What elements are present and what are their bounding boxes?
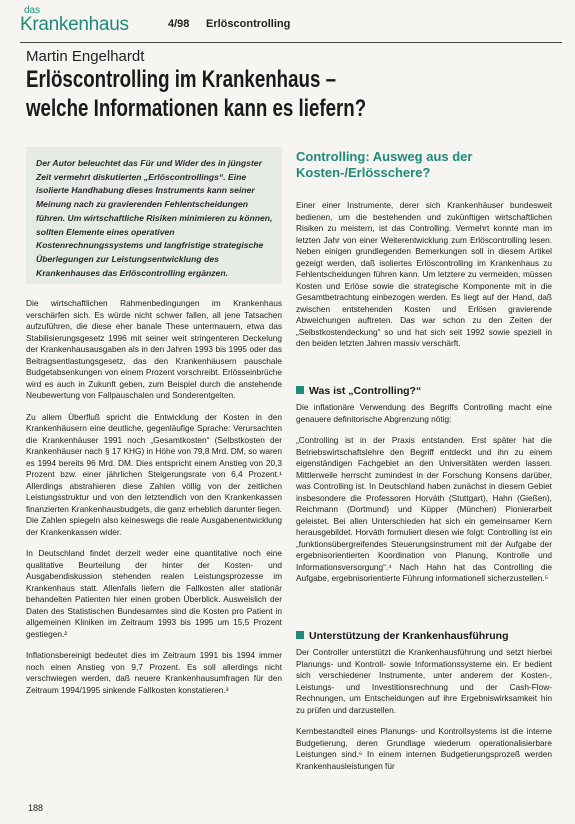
square-bullet-icon — [296, 631, 304, 639]
issue-number: 4/98 — [168, 18, 190, 30]
section-name: Erlöscontrolling — [206, 18, 291, 30]
paragraph: Einer einer Instrumente, derer sich Krankenhäuser bundesweit bedienen, um die bestehenden und zukünftigen wirtschaftlichen Risiken zu meistern, ist das Controlling. Vermehrt konnte man im letzten Jahr von einer Weiterentwicklung zum Erlöscontrolling lesen. Neben einigen grundlegenden Bemerkungen soll in diesem Artikel gezeigt werden, daß isoliertes Erlöscontrolling im Krankenhaus zu Fehlentscheidungen führen kann. Um letztere zu vermeiden, müssen Kosten und Erlöse sowie die strategische Komponente mit in die Gesamtbetrachtung einbezogen werden. Es liegt auf der Hand, daß zwischen entstehenden Kosten und Erlösen gravierende Abweichungen auftreten. Das war schon zu den Zeiten der „Selbstkostendeckung“ so und hat sich seit 1992 sowie speziell in den beiden letzten Jahren massiv verschärft. — [296, 200, 552, 348]
page-header — [20, 5, 560, 41]
paragraph: In Deutschland findet derzeit weder eine quantitative noch eine qualitative Beurteilung der hinter der Kosten- und Ausgabendiskussion stehenden realen Leistungsprozesse im Krankenhaus statt. Allenfalls liefern die Fallkosten aller stationär behandelten Patienten hier einen groben Überblick. Ausweislich der Daten des Statistischen Bundesamtes sind die Kosten pro Patient in allgemeinen Kliniken im Zeitraum 1993 bis 1995 um 15,5 Prozent gestiegen.² — [26, 548, 282, 639]
article-title — [26, 65, 564, 123]
square-bullet-icon — [296, 386, 304, 394]
page-number: 188 — [28, 803, 44, 813]
section-unterstuetzung — [296, 647, 552, 782]
title-line-2: welche Informationen kann es liefern? — [26, 95, 367, 122]
header-rule — [20, 42, 562, 43]
subheading-unterstuetzung — [296, 630, 509, 642]
right-column-intro — [296, 200, 552, 360]
subheading-text: Was ist „Controlling?“ — [309, 385, 422, 397]
subheading-controlling — [296, 385, 421, 397]
logo-das: das — [24, 5, 41, 16]
section-controlling — [296, 402, 552, 595]
paragraph: „Controlling ist in der Praxis entstanden. Erst später hat die Betriebswirtschaftslehre den Begriff entdeckt und ihn zu einem eigenständigen Fachgebiet an den Universitäten werden lassen. Mittlerweile herrscht zumindest in der Forschung Konsens darüber, was Controlling ist. In Deutschland haben zunächst in diesem Gebiet insbesondere die Professoren Horváth (Stuttgart), Hahn (Gießen), Reichmann (Dortmund) und Küpper (München) Pionierarbeit geleistet. Bei allen Unterschieden hat sich ein gemeinsamer Kern herausgebildet. Horváth formuliert diesen wie folgt: Controlling ist ein „funktionsübergreifendes Steuerungsinstrument mit der Aufgabe der ergebnisorientierten Koordination von Planung, Kontrolle und Informationsversorgung“.⁴ Nach Hahn hat das Controlling die Aufgabe, ergebnisorientierte Führung informationell sicherzustellen.⁵ — [296, 435, 552, 583]
side-heading: Controlling: Ausweg aus der Kosten-/Erlösschere? — [296, 149, 473, 180]
paragraph: Zu allem Überfluß spricht die Entwicklung der Kosten in den Krankenhäusern eine deutliche, gegenläufige Sprache: Verursachten die Krankenhäuser 1991 noch „Gesamtkosten“ (Selbstkosten der Krankenhäuser nach § 17 KHG) in Höhe von 79,8 Mrd. DM, so waren es 1994 bereits 96 Mrd. DM. Dies entspricht einem Anstieg von 20,3 Prozent bzw. einer jährlichen Steigerungsrate von 6,4 Prozent.¹ Allerdings abstrahieren diese Zahlen völlig von der zeitlichen Leistungsstruktur und von den letztendlich von den Krankenkassen finanzierten Krankenhausbudgets, die ganz erheblich darunter liegen. Die Zahlen spiegeln also keineswegs die reale Ausgabenentwicklung der Krankenkassen wider. — [26, 411, 282, 537]
paragraph: Der Controller unterstützt die Krankenhausführung und setzt hierbei Planungs- und Kontroll- sowie Informationssysteme ein. Er bedient sich verschiedener Instrumente, unter anderem der Kosten-, Leistungs- und Investitionsrechnung und der Cash-Flow-Rechnungen, um Entscheidungen auf ihre Ergebniswirksamkeit hin zu prüfen und darzustellen. — [296, 647, 552, 715]
title-line-1: Erlöscontrolling im Krankenhaus – — [26, 66, 336, 93]
paragraph: Die inflationäre Verwendung des Begriffs Controlling macht eine genauere definitorische Abgrenzung nötig: — [296, 402, 552, 424]
logo-krankenhaus: Krankenhaus — [20, 14, 129, 35]
subheading-text: Unterstützung der Krankenhausführung — [309, 630, 509, 642]
abstract-box — [26, 147, 282, 284]
abstract-text: Der Autor beleuchtet das Für und Wider des in jüngster Zeit vermehrt diskutierten „Erlöscontrollings“. Eine isolierte Handhabung dieses Instruments kann seiner Meinung nach zu gravierenden Fehlentscheidungen führen. Um wirtschaftliche Risiken minimieren zu können, sollten Elemente eines operativen Kostenrechnungssystems und langfristige strategische Überlegungen zur Leistungsentwicklung des Krankenhauses das Erlöscontrolling ergänzen. — [36, 158, 273, 278]
paragraph: Kernbestandteil eines Planungs- und Kontrollsystems ist die interne Budgetierung, deren Grundlage wiederum operationalisierbare Leistungen sind.⁶ In einem internen Budgetierungsprozeß werden Krankenhausleistungen für — [296, 726, 552, 771]
paragraph: Die wirtschaftlichen Rahmenbedingungen im Krankenhaus verschärfen sich. Es würde nicht schwer fallen, all jene Tatsachen aufzuführen, die diese eher banale These untermauern, etwa das Stabilisierungsgesetz 1996 mit seiner weit stringenteren Deckelung der Krankenhausausgaben als in den Jahren 1993 bis 1995 oder das Beitragsentlastungsgesetz, das den Krankenhäusern pauschale Budgetabsenkungen von einem Prozent vorschreibt. Erlösseinbrüche wird es auch in Zukunft geben, zum Beispiel durch die anstehende Neubewertung von Fallpauschalen und Sonderentgelten. — [26, 298, 282, 400]
paragraph: Inflationsbereinigt bedeutet dies im Zeitraum 1991 bis 1994 immer noch einen Anstieg von 9,7 Prozent. Es soll allerdings nicht verschwiegen werden, daß neuere Krankenhausumfragen für den Zeitraum 1994/1995 sinkende Fallkosten konstatieren.³ — [26, 650, 282, 695]
author: Martin Engelhardt — [26, 48, 145, 65]
left-column — [26, 298, 282, 706]
